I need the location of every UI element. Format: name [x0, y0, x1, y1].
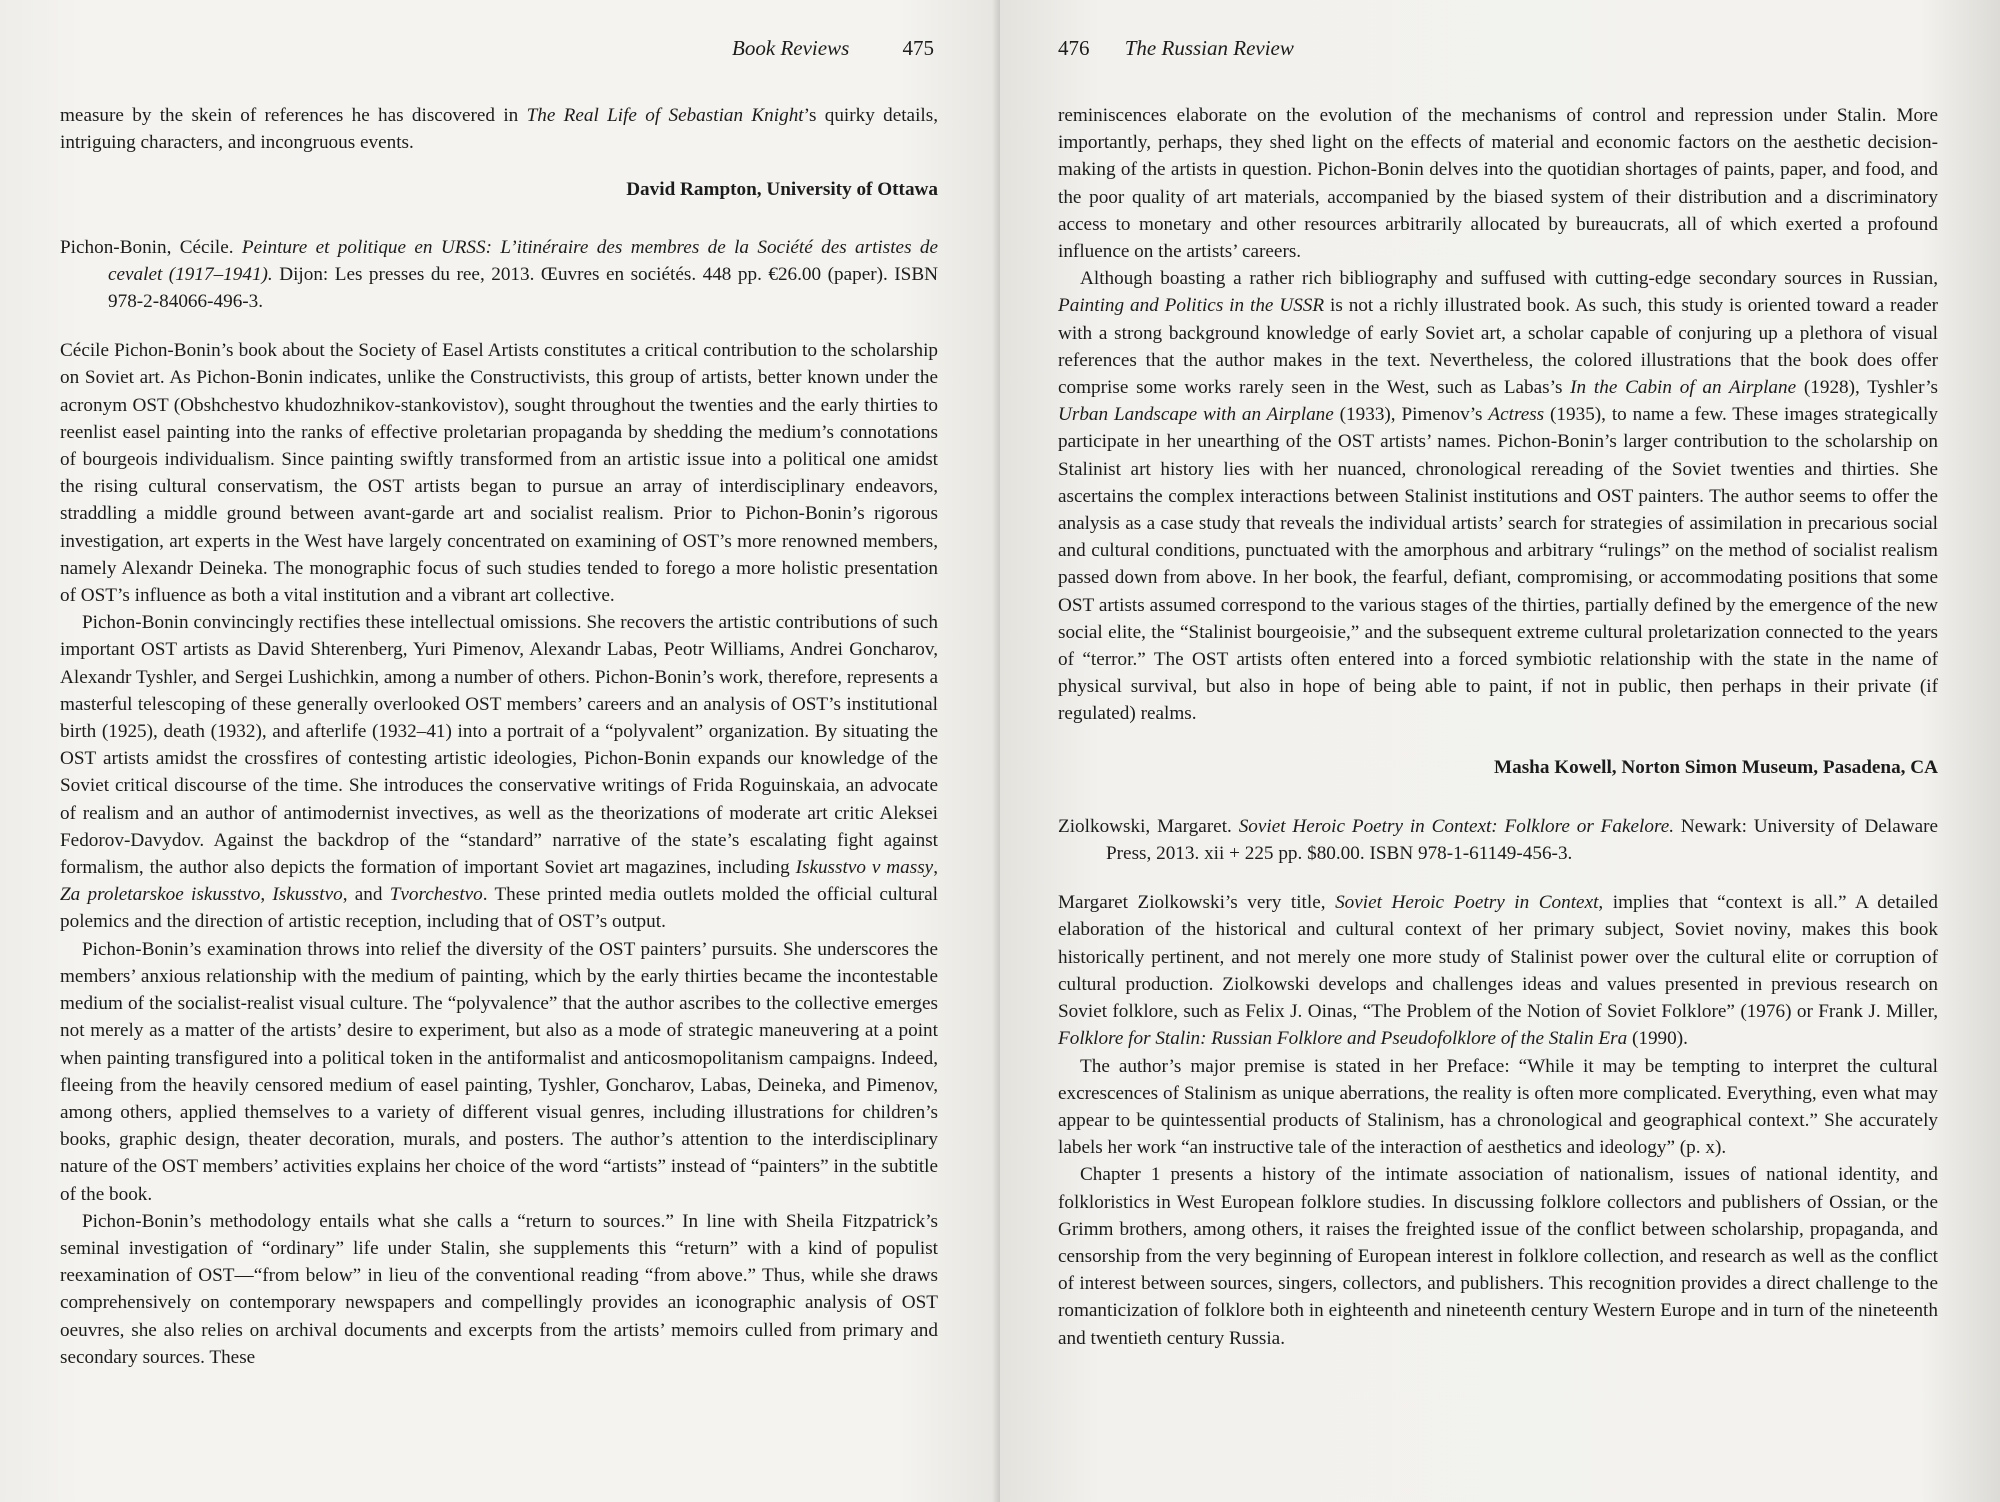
review-paragraph: Pichon-Bonin’s examination throws into relief the diversity of the OST painters’ pursuits. She underscores the members’ anxious relationship with the medium of painting, which by the early thirties became the incontestable medium of the socialist-realist visual culture. The “polyvalence” that the author ascribes to the collective emerges not merely as a matter of the artists’ desire to experiment, but also as a mode of strategic maneuvering at a point when painting transfigured into a political token in the antiformalist and anticosmopolitanism campaigns. Indeed, fleeing from the heavily censored medium of easel painting, Tyshler, Goncharov, Labas, Deineka, and Pimenov, among others, applied themselves to a variety of different visual genres, including illustrations for children’s books, graphic design, theater decoration, murals, and posters. The author’s attention to the interdisciplinary nature of the OST members’ activities explains her choice of the word “artists” instead of “painters” in the subtitle of the book.: [60, 938, 938, 1205]
running-head-left: [60, 34, 938, 62]
running-title: Book Reviews: [732, 36, 850, 60]
right-page: [1000, 0, 2000, 1502]
citation-title: Soviet Heroic Poetry in Context: Folklore or Fakelore.: [1238, 815, 1675, 837]
review-paragraph: reminiscences elaborate on the evolution of the mechanisms of control and repression under Stalin. More importantly, perhaps, they shed light on the effects of material and economic factors on the aesthetic decision-making of the artists in question. Pichon-Bonin delves into the quotidian shortages of paints, paper, and food, and the poor quality of art materials, accompanied by the biased system of their distribution and a discriminatory access to monetary and other resources arbitrarily allocated by bureaucrats, all of which exerted a profound influence on the artists’ careers.: [1058, 105, 1938, 263]
review-paragraph: Cécile Pichon-Bonin’s book about the Society of Easel Artists constitutes a critical contribution to the scholarship on Soviet art. As Pichon-Bonin indicates, unlike the Constructivists, this group of artists, better known under the acronym OST (Obshchestvo khudozhnikov-stankovistov), sought throughout the twenties and the early thirties to reenlist easel painting into the ranks of effective proletarian propaganda by shedding the medium’s connotations of bourgeois individualism. Since painting swiftly transformed from an artistic issue into a political one amidst the rising cultural conservatism, the OST artists began to pursue an array of interdisciplinary endeavors, straddling a middle ground between avant-garde art and socialist realism. Prior to Pichon-Bonin’s rigorous investigation, art experts in the West have largely concentrated on examining of OST’s more renowned members, namely Alexandr Deineka. The monographic focus of such studies tended to forego a more holistic presentation of OST’s influence as both a vital institution and a vibrant art collective.: [60, 340, 938, 607]
book-title-inline: The Real Life of Sebastian Knight: [526, 105, 804, 126]
book-citation: Pichon-Bonin, Cécile. Peinture et politique en URSS: L’itinéraire des membres de la Société des artistes de cevalet (1917–1941). Dijon: Les presses du ree, 2013. Œuvres en sociétés. 448 pp. €26.00 (paper). ISBN 978-2-84066-496-3.: [60, 236, 939, 313]
page-number: 476: [1058, 36, 1090, 60]
citation-title: Peinture et politique en URSS: L’itinéraire des membres de la Société des artistes de cevalet (1917–1941).: [108, 236, 939, 285]
reviewer-signature: David Rampton, University of Ottawa: [626, 179, 938, 201]
book-citation: Ziolkowski, Margaret. Soviet Heroic Poetry in Context: Folklore or Fakelore. Newark: University of Delaware Press, 2013. xii + 225 pp. $80.00. ISBN 978-1-61149-456-3.: [1058, 815, 1938, 865]
review-paragraph: Although boasting a rather rich bibliography and suffused with cutting-edge secondary sources in Russian, Painting and Politics in the USSR is not a richly illustrated book. As such, this study is oriented toward a reader with a strong background knowledge of early Soviet art, a scholar capable of conjuring up a plethora of visual references that the author makes in the text. Nevertheless, the colored illustrations that the book does offer comprise some works rarely seen in the West, such as Labas’s In the Cabin of an Airplane (1928), Tyshler’s Urban Landscape with an Airplane (1933), Pimenov’s Actress (1935), to name a few. These images strategically participate in her unearthing of the OST artists’ names. Pichon-Bonin’s larger contribution to the scholarship on Stalinist art history lies with her nuanced, chronological rereading of the Soviet twenties and thirties. She ascertains the complex interactions between Stalinist institutions and OST painters. The author seems to offer the analysis as a case study that reveals the individual artists’ search for strategies of assimilation in precarious social and cultural conditions, punctuated with the amorphous and arbitrary “rulings” on the method of socialist realism passed down from above. In her book, the fearful, defiant, compromising, or accommodating positions that some OST artists assumed correspond to the various stages of the thirties, partially defined by the emergence of the new social elite, the “Stalinist bourgeoisie,” and the subsequent extreme cultural proletarization connected to the years of “terror.” The OST artists often entered into a forced symbiotic relationship with the state in the name of physical survival, but also in hope of being able to paint, if not in public, then perhaps in their private (if regulated) realms.: [1058, 268, 1938, 725]
running-head-right: [1058, 34, 1938, 62]
page-number: 475: [902, 36, 934, 60]
review-paragraph: Chapter 1 presents a history of the intimate association of nationalism, issues of national identity, and folkloristics in West European folklore studies. In discussing folklore collectors and publishers of Ossian, or the Grimm brothers, among others, it raises the freighted issue of the conflict between scholarship, propaganda, and censorship from the very beginning of European interest in folklore collection, and research as well as the conflict of interest between sources, singers, collectors, and publishers. This recognition provides a direct challenge to the romanticization of folklore both in eighteenth and nineteenth century Western Europe and in turn of the nineteenth and twentieth century Russia.: [1058, 1164, 1938, 1349]
review-paragraph: Pichon-Bonin convincingly rectifies these intellectual omissions. She recovers the artistic contributions of such important OST artists as David Shterenberg, Yuri Pimenov, Alexandr Labas, Peotr Williams, Andrei Goncharov, Alexandr Tyshler, and Sergei Lushichkin, among a number of others. Pichon-Bonin’s work, therefore, represents a masterful telescoping of these generally overlooked OST members’ careers and an analysis of OST’s institutional birth (1925), death (1932), and afterlife (1932–41) into a portrait of a “polyvalent” organization. By situating the OST artists amidst the crossfires of contesting artistic ideologies, Pichon-Bonin expands our knowledge of the Soviet critical discourse of the time. She introduces the conservative writings of Frida Roguinskaia, an advocate of realism and an author of antimodernist invectives, as well as the theorizations of moderate art critic Aleksei Fedorov-Davydov. Against the backdrop of the “standard” narrative of the state’s escalating fight against formalism, the author also depicts the formation of important Soviet art magazines, including Iskusstvo v massy, Za proletarskoe iskusstvo, Iskusstvo, and Tvorchestvo. These printed media outlets molded the official cultural polemics and the direction of artistic reception, including that of OST’s output.: [60, 612, 938, 933]
running-title: The Russian Review: [1124, 36, 1294, 60]
intro-paragraph: measure by the skein of references he has discovered in The Real Life of Sebastian Knight’s quirky details, intriguing characters, and incongruous events.: [60, 105, 938, 154]
review-paragraph: The author’s major premise is stated in her Preface: “While it may be tempting to interpret the cultural excrescences of Stalinism as unique aberrations, the reality is often more complicated. Everything, even what may appear to be quintessential products of Stalinism, has a chronological and geographical context.” She accurately labels her work “an instructive tale of the interaction of aesthetics and ideology” (p. x).: [1058, 1055, 1938, 1159]
reviewer-signature: Masha Kowell, Norton Simon Museum, Pasadena, CA: [1494, 756, 1938, 778]
review-paragraph: Pichon-Bonin’s methodology entails what she calls a “return to sources.” In line with Sheila Fitzpatrick’s seminal investigation of “ordinary” life under Stalin, she supplements this “return” with a kind of populist reexamination of OST—“from below” in lieu of the conventional reading “from above.” Thus, while she draws comprehensively on contemporary newspapers and compellingly provides an iconographic analysis of OST oeuvres, she also relies on archival documents and excerpts from the artists’ memoirs culled from primary and secondary sources. These: [60, 1210, 938, 1368]
review-paragraph: Margaret Ziolkowski’s very title, Soviet Heroic Poetry in Context, implies that “context is all.” A detailed elaboration of the historical and cultural context of her primary subject, Soviet noviny, makes this book historically pertinent, and not merely one more study of Stalinist power over the cultural elite or corruption of cultural production. Ziolkowski develops and challenges ideas and values presented in previous research on Soviet folklore, such as Felix J. Oinas, “The Problem of the Notion of Soviet Folklore” (1976) or Frank J. Miller, Folklore for Stalin: Russian Folklore and Pseudofolklore of the Stalin Era (1990).: [1058, 892, 1939, 1050]
